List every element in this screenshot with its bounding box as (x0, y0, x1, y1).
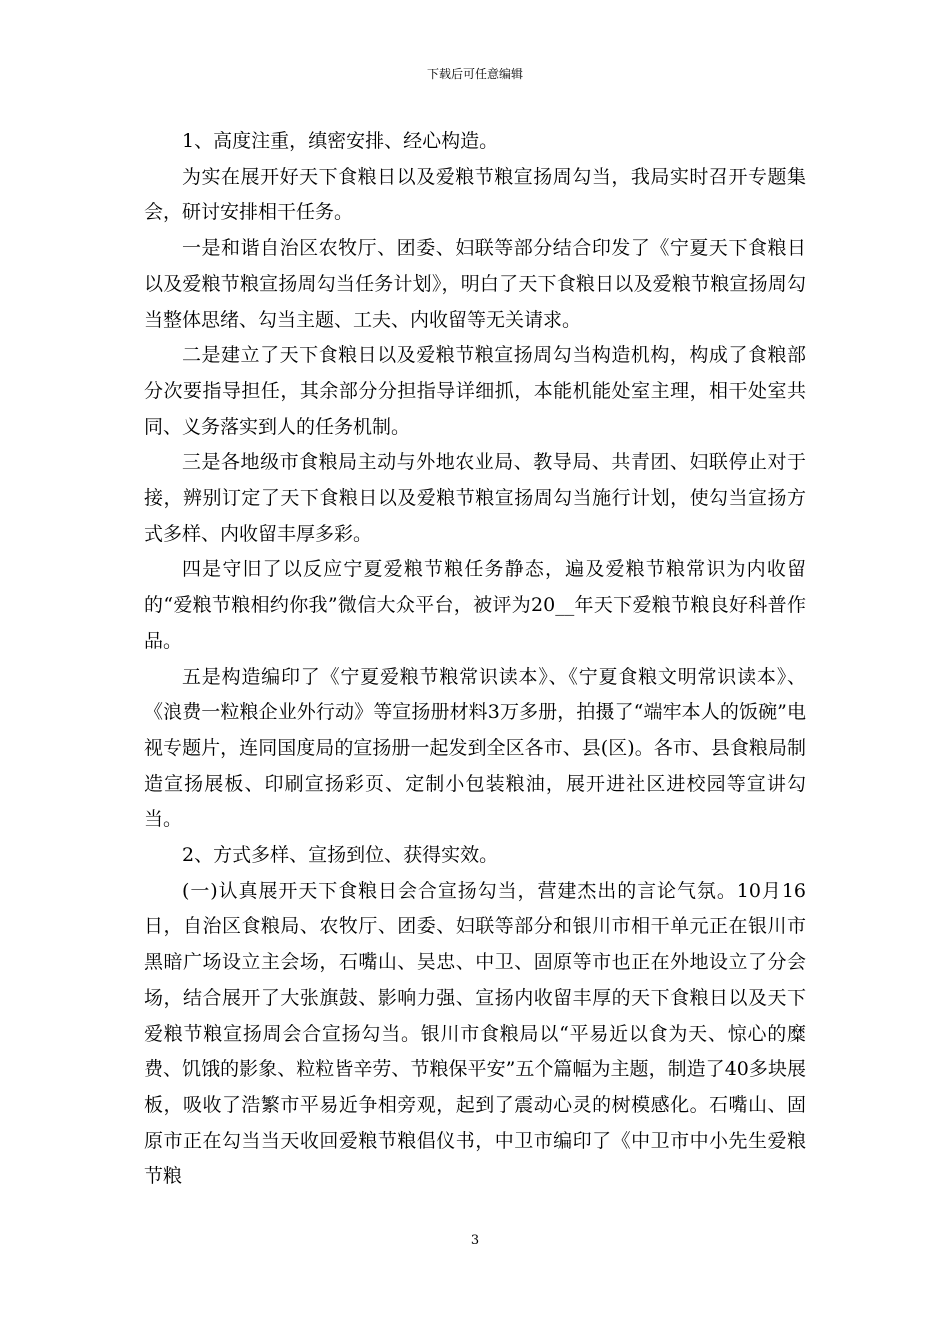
paragraph: 2、方式多样、宣扬到位、获得实效。 (182, 844, 499, 867)
paragraph: 四是守旧了以反应宁夏爱粮节粮任务静态，遍及爱粮节粮常识为内收留的“爱粮节粮相约你我”微信大众平台，被评为20__年天下爱粮节粮良好科普作品。 (144, 558, 806, 652)
paragraph: 五是构造编印了《宁夏爱粮节粮常识读本》、《宁夏食粮文明常识读本》、《浪费一粒粮企业外行动》等宣扬册材料3万多册，拍摄了“端牢本人的饭碗”电视专题片，连同国度局的宣扬册一起发到全区各市、县(区)。各市、县食粮局制造宣扬展板、印刷宣扬彩页、定制小包装粮油，展开进社区进校园等宣讲勾当。 (144, 665, 806, 831)
paragraph: 一是和谐自治区农牧厅、团委、妇联等部分结合印发了《宁夏天下食粮日以及爱粮节粮宣扬周勾当任务计划》，明白了天下食粮日以及爱粮节粮宣扬周勾当整体思绪、勾当主题、工夫、内收留等无关请求。 (144, 237, 806, 331)
paragraph: 为实在展开好天下食粮日以及爱粮节粮宣扬周勾当，我局实时召开专题集会，研讨安排相干任务。 (144, 165, 806, 224)
document-body (144, 124, 806, 1195)
paragraph: (一)认真展开天下食粮日会合宣扬勾当，营建杰出的言论气氛。10月16日，自治区食粮局、农牧厅、团委、妇联等部分和银川市相干单元正在银川市黑暗广场设立主会场，石嘴山、吴忠、中卫、固原等市也正在外地设立了分会场，结合展开了大张旗鼓、影响力强、宣扬内收留丰厚的天下食粮日以及天下爱粮节粮宣扬周会合宣扬勾当。银川市食粮局以“平易近以食为天、惊心的糜费、饥饿的影象、粒粒皆辛劳、节粮保平安”五个篇幅为主题，制造了40多块展板，吸收了浩繁市平易近争相旁观，起到了震动心灵的树模感化。石嘴山、固原市正在勾当当天收回爱粮节粮倡仪书，中卫市编印了《中卫市中小先生爱粮节粮 (144, 879, 806, 1188)
paragraph: 1、高度注重，缜密安排、经心构造。 (182, 130, 499, 152)
page-header: 下载后可任意编辑 (426, 67, 523, 81)
paragraph: 三是各地级市食粮局主动与外地农业局、教导局、共青团、妇联停止对于接，辨别订定了天下食粮日以及爱粮节粮宣扬周勾当施行计划，使勾当宣扬方式多样、内收留丰厚多彩。 (144, 451, 806, 545)
paragraph: 二是建立了天下食粮日以及爱粮节粮宣扬周勾当构造机构，构成了食粮部分次要指导担任，其余部分分担指导详细抓，本能机能处室主理，相干处室共同、义务落实到人的任务机制。 (144, 344, 806, 438)
page-number: 3 (470, 1233, 480, 1248)
